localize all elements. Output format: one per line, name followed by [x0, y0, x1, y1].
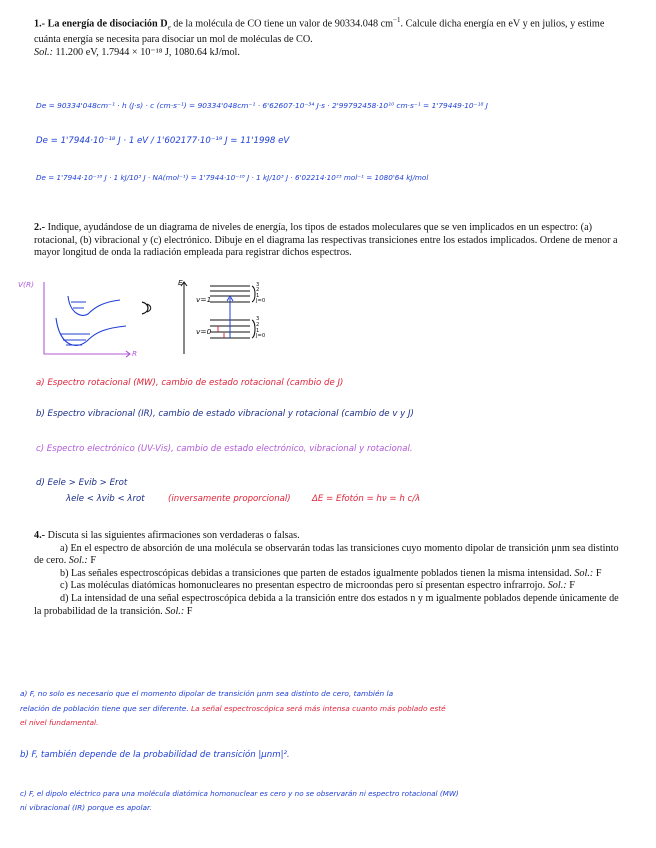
- hw-answer-d2: λele < λvib < λrot: [66, 494, 145, 504]
- potential-energy-diagram: [30, 278, 140, 358]
- hw-4c-line2: ni vibracional (IR) porque es apolar.: [20, 803, 152, 812]
- problem-2-title: 2.-: [34, 222, 46, 233]
- brace-top: [252, 286, 255, 302]
- j-bottom-0: J=0: [256, 333, 266, 340]
- problem-2-statement: [34, 222, 622, 260]
- hw-de-line1: De = 90334'048cm⁻¹ · h (J·s) · c (cm·s⁻¹) = 90334'048cm⁻¹ · 6'62607·10⁻³⁴ J·s · 2'99792458·10¹⁰ cm·s⁻¹ = 1'79449·10⁻¹⁸ J: [36, 101, 488, 110]
- j-labels-bottom: [256, 317, 265, 340]
- hw-answer-d-eq: ΔE = Efotón = hν = h c/λ: [312, 494, 421, 504]
- energy-label: E: [178, 278, 183, 287]
- v0-label: v=0: [196, 327, 212, 336]
- problem-4-statement: [34, 530, 622, 618]
- statement-c: [34, 580, 622, 593]
- diagram-x-label: R: [132, 349, 138, 358]
- hw-4c-line1: c) F, el dipolo eléctrico para una molécula diatómica homonuclear es cero y no se observarán ni espectro rotacional (MW): [20, 789, 459, 798]
- problem-1-title: 1.- La energía de disociación D: [34, 18, 168, 30]
- hw-de-line3: De = 1'7944·10⁻¹⁸ J · 1 kJ/10³ J · NA(mol⁻¹) = 1'7944·10⁻¹⁸ J · 1 kJ/10³ J · 6'02214·10²³ mol⁻¹ = 1080'64 kJ/mol: [36, 173, 429, 182]
- problem-1-text-a: de la molécula de CO tiene un valor de 90334.048 cm: [170, 18, 394, 30]
- cm-exponent: −1: [393, 16, 401, 24]
- statement-a: [34, 543, 622, 568]
- problem-1-solution: 11.200 eV, 1.7944 × 10⁻¹⁸ J, 1080.64 kJ/mol.: [52, 46, 240, 58]
- v1-label: v=1: [196, 295, 212, 304]
- lower-vib-levels: [60, 334, 90, 345]
- problem-4-intro: Discuta si las siguientes afirmaciones son verdaderas o falsas.: [45, 530, 300, 541]
- j-bottom-2: 2: [256, 321, 260, 328]
- statement-d: [34, 593, 622, 618]
- problem-1-statement: [34, 14, 622, 59]
- statement-b-text: b) Las señales espectroscópicas debidas a transiciones que parten de estados igualmente poblados tienen la misma intensidad.: [60, 567, 572, 579]
- hw-4a-line2: [20, 703, 446, 714]
- upper-vib-levels: [71, 302, 86, 308]
- statement-c-sol: F: [566, 580, 575, 592]
- lower-potential-curve: [56, 318, 126, 345]
- axes: [44, 282, 130, 354]
- statement-c-sol-label: Sol.:: [547, 580, 567, 592]
- hw-answer-c: c) Espectro electrónico (UV-Vis), cambio de estado electrónico, vibracional y rotacional.: [36, 444, 413, 454]
- j-bottom-3: 3: [256, 316, 260, 322]
- hw-answer-a: a) Espectro rotacional (MW), cambio de estado rotacional (cambio de J): [36, 378, 344, 388]
- de-subscript: e: [167, 23, 171, 32]
- hw-4a-line2-red: La señal espectroscópica será más intensa cuanto más poblado esté: [188, 704, 446, 713]
- statement-d-sol: F: [184, 605, 193, 617]
- statement-b: [34, 568, 622, 581]
- problem-2-text: Indique, ayudándose de un diagrama de niveles de energía, los tipos de estados moleculares que se ven implicados en un espectro: (a) rotacional, (b) vibracional y (c) electrónico. Dibuje en el diagrama las respectivas transiciones entre los estados implicados. Ordene de menor a mayor longitud de onda la radiación empleada para registrar dichos espectros.: [34, 222, 618, 259]
- statement-a-sol-label: Sol.:: [68, 555, 88, 567]
- statement-b-sol-label: Sol.:: [574, 567, 594, 579]
- diagram-y-label: V(R): [18, 280, 34, 289]
- hw-4a-line2-blue: relación de población tiene que ser diferente.: [20, 704, 189, 713]
- upper-potential-curve: [68, 296, 120, 315]
- statement-c-text: c) Las moléculas diatómicas homonucleares no presentan espectro de microondas pero sí presentan espectro infrarrojo.: [60, 580, 546, 592]
- hw-4a-line3: el nivel fundamental.: [20, 718, 99, 727]
- hw-4b: b) F, también depende de la probabilidad de transición |μnm|².: [20, 750, 290, 760]
- j-top-1: 1: [256, 292, 260, 299]
- hw-answer-d1: d) Eele > Evib > Erot: [36, 478, 128, 488]
- solution-label: Sol.:: [34, 46, 53, 58]
- rotation-symbol: [138, 298, 158, 318]
- j-top-0: J=0: [256, 298, 266, 305]
- j-top-2: 2: [256, 287, 260, 294]
- statement-d-sol-label: Sol.:: [165, 605, 185, 617]
- statement-a-sol: F: [87, 555, 96, 567]
- j-labels-top: [256, 283, 265, 305]
- j-bottom-1: 1: [256, 327, 260, 334]
- statement-d-text: d) La intensidad de una señal espectroscópica debida a la transición entre dos estados n y m igualmente poblados depende únicamente de la probabilidad de la transición.: [34, 592, 619, 617]
- brace-bottom: [252, 320, 255, 338]
- hw-de-line2: De = 1'7944·10⁻¹⁸ J · 1 eV / 1'602177·10⁻¹⁹ J = 11'1998 eV: [36, 136, 290, 146]
- j-top-3: 3: [256, 282, 260, 288]
- hw-answer-d-note: (inversamente proporcional): [168, 494, 291, 504]
- statement-b-sol: F: [593, 567, 602, 579]
- hw-answer-b: b) Espectro vibracional (IR), cambio de estado vibracional y rotacional (cambio de v y J): [36, 409, 414, 419]
- statement-a-text: a) En el espectro de absorción de una molécula se observarán todas las transiciones cuyo momento dipolar de transición μnm sea distinto de cero.: [34, 542, 619, 567]
- problem-4-title: 4.-: [34, 530, 46, 541]
- hw-4a-line1: a) F, no solo es necesario que el momento dipolar de transición μnm sea distinto de cero, también la: [20, 689, 394, 698]
- problem-1-text-b: . Calcule dicha energía en eV y en julios, y estime cuánta energía se necesita para disociar un mol de moléculas de CO.: [34, 18, 605, 46]
